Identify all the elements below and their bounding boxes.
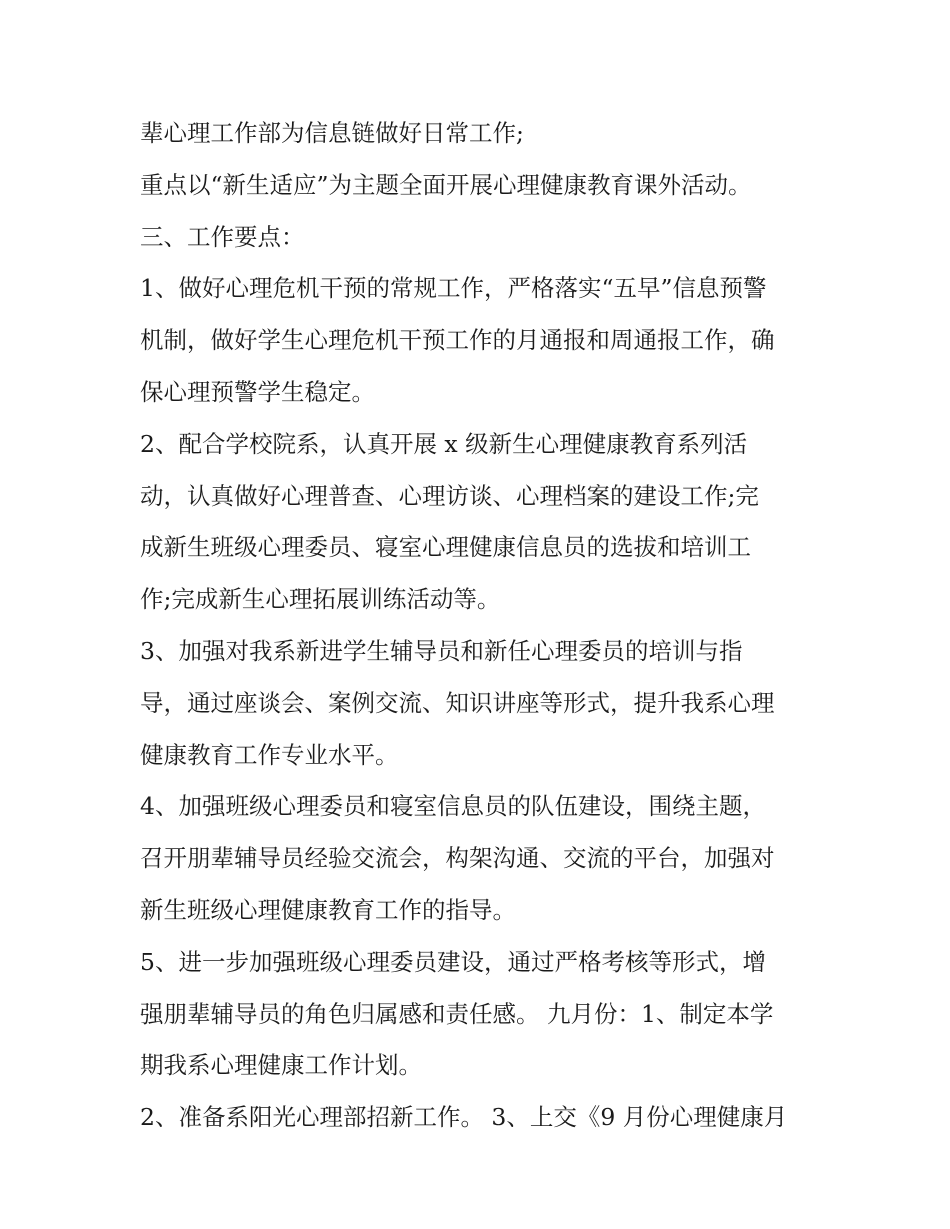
text-line: 健康教育工作专业水平。 [140,740,399,769]
text-line: 2、准备系阳光心理部招新工作。 3、上交《9 月份心理健康月 [140,1103,788,1132]
text-line: 3、加强对我系新进学生辅导员和新任心理委员的培训与指 [140,636,743,665]
text-line: 1、做好心理危机干预的常规工作，严格落实“五早”信息预警 [140,274,767,303]
text-line: 4、加强班级心理委员和寝室信息员的队伍建设，围绕主题， [140,792,766,821]
text-line: 2、配合学校院系，认真开展 x 级新生心理健康教育系列活 [140,429,748,458]
text-line: 召开朋辈辅导员经验交流会，构架沟通、交流的平台，加强对 [140,844,775,873]
text-line: 新生班级心理健康教育工作的指导。 [140,895,516,924]
text-line: 重点以“新生适应”为主题全面开展心理健康教育课外活动。 [140,170,752,199]
text-line: 作;完成新生心理拓展训练活动等。 [140,585,501,614]
text-line: 成新生班级心理委员、寝室心理健康信息员的选拔和培训工 [140,533,751,562]
text-line: 动，认真做好心理普查、心理访谈、心理档案的建设工作;完 [140,481,759,510]
text-line: 机制，做好学生心理危机干预工作的月通报和周通报工作，确 [140,326,775,355]
text-line: 强朋辈辅导员的角色归属感和责任感。 九月份：1、制定本学 [140,999,774,1028]
text-line: 辈心理工作部为信息链做好日常工作; [140,119,524,147]
text-line: 5、进一步加强班级心理委员建设，通过严格考核等形式，增 [140,947,766,976]
text-line: 期我系心理健康工作计划。 [140,1051,422,1080]
text-line: 保心理预警学生稳定。 [140,377,375,406]
document-body [140,108,820,1144]
text-line: 导，通过座谈会、案例交流、知识讲座等形式，提升我系心理 [140,688,775,717]
section-heading: 三、工作要点： [140,222,305,251]
